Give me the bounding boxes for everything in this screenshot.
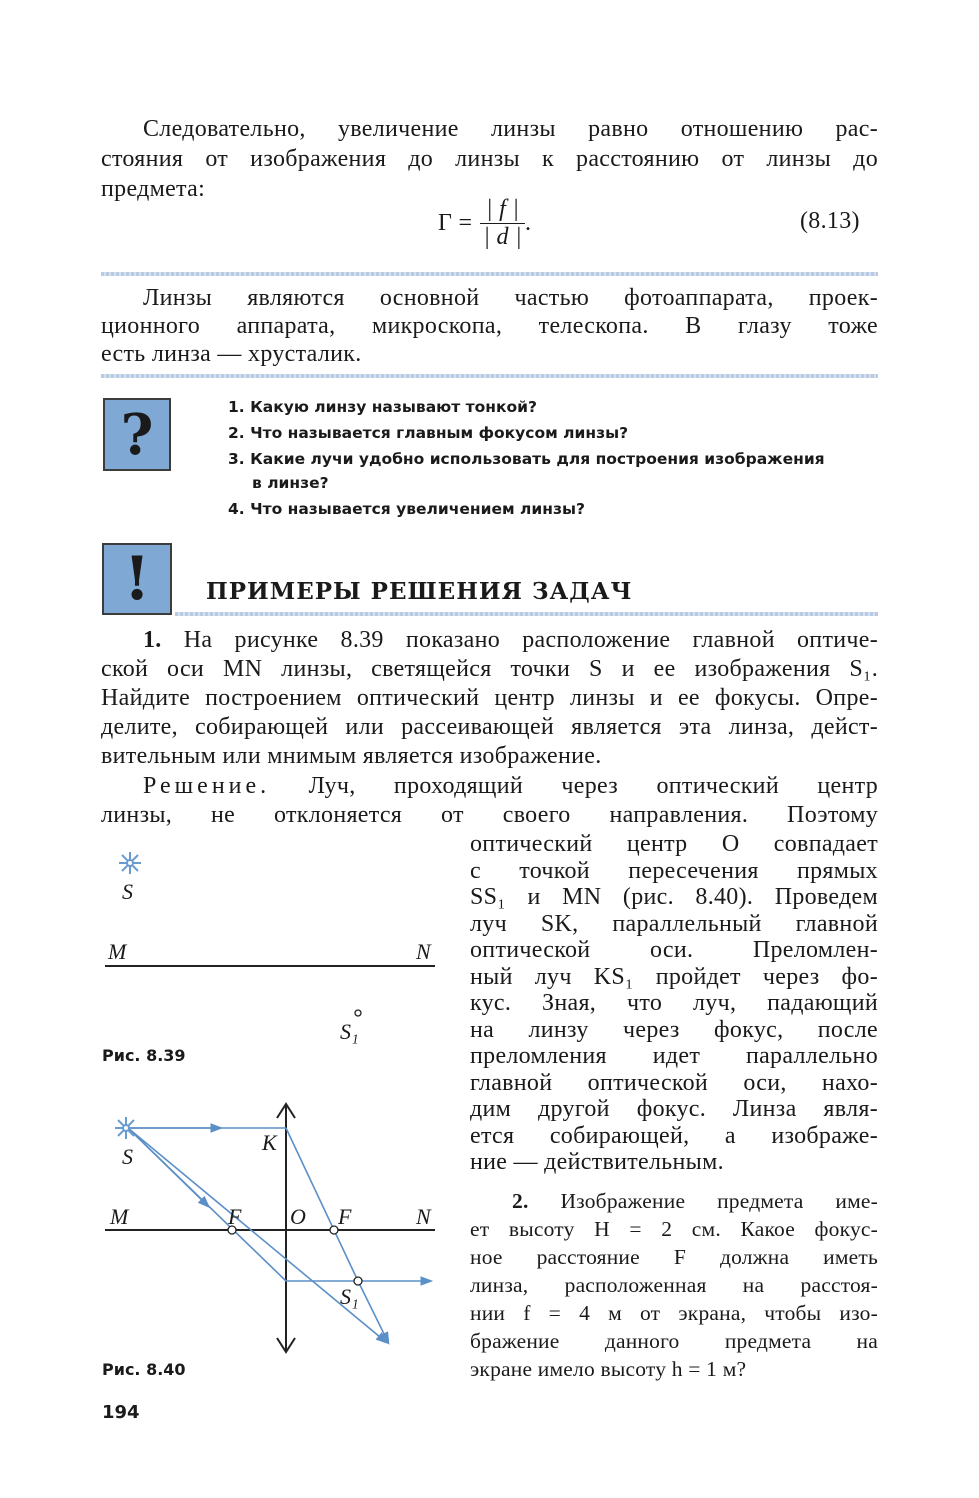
problem-1-line-1 bbox=[101, 627, 878, 656]
figure-8-39-drawing bbox=[100, 845, 440, 1070]
problem-2-line-5: нии f = 4 м от экрана, чтобы изо- bbox=[470, 1301, 878, 1325]
formula-numerator: | f | bbox=[480, 196, 525, 224]
summary-line-2: ционного аппарата, микроскопа, телескопа. В глазу тоже bbox=[101, 313, 878, 339]
problem-1 bbox=[101, 627, 878, 772]
figure-8-40-caption: Рис. 8.40 bbox=[102, 1360, 186, 1379]
divider-top bbox=[101, 272, 878, 276]
question-mark-icon: ? bbox=[103, 398, 171, 471]
solution-col-line-9: преломления идет параллельно bbox=[470, 1043, 878, 1069]
question-4: 4. Что называется увеличением линзы? bbox=[228, 500, 585, 518]
problem-2-line-4: линза, расположенная на расстоя- bbox=[470, 1273, 878, 1297]
divider-bottom bbox=[101, 374, 878, 378]
solution-col-line-4: луч SK, параллельный главной bbox=[470, 910, 878, 937]
formula bbox=[438, 193, 531, 253]
solution-col-line-1: оптический центр O совпадает bbox=[470, 831, 878, 857]
summary-paragraph bbox=[101, 285, 878, 369]
formula-number: (8.13) bbox=[800, 208, 860, 234]
section-title: ПРИМЕРЫ РЕШЕНИЯ ЗАДАЧ bbox=[206, 578, 633, 605]
fig40-label-m: M bbox=[110, 1204, 129, 1229]
page-number: 194 bbox=[102, 1402, 140, 1423]
intro-line-2: стояния от изображения до линзы к расстоянию от линзы до bbox=[101, 146, 878, 172]
solution-line-1 bbox=[101, 773, 878, 802]
problem-2-line-2: ет высоту H = 2 см. Какое фокус- bbox=[470, 1217, 878, 1241]
fig40-label-o: O bbox=[290, 1204, 306, 1229]
formula-lhs: Γ = bbox=[438, 209, 473, 236]
intro-line-3: предмета: bbox=[101, 176, 206, 202]
fig40-label-n: N bbox=[416, 1204, 431, 1229]
solution-col-line-3: SS₁ и MN (рис. 8.40). Проведем bbox=[470, 884, 878, 910]
figure-8-39 bbox=[100, 845, 440, 1070]
fig39-label-m: M bbox=[108, 939, 127, 964]
solution-label: Решение. bbox=[143, 773, 271, 799]
fig39-label-s: S bbox=[122, 879, 133, 904]
star-icon bbox=[115, 1117, 137, 1139]
image-point bbox=[355, 1010, 361, 1016]
fig40-label-s1: S₁ bbox=[340, 1284, 359, 1309]
fig40-label-f-left: F bbox=[228, 1204, 242, 1229]
question-2: 2. Что называется главным фокусом линзы? bbox=[228, 424, 629, 442]
solution-col-line-5: оптической оси. Преломлен- bbox=[470, 937, 878, 963]
solution bbox=[101, 773, 878, 831]
solution-col-line-13: ние — действительным. bbox=[470, 1149, 724, 1175]
fig39-label-s1: S₁ bbox=[340, 1019, 359, 1044]
solution-col-line-2: с точкой пересечения прямых bbox=[470, 857, 878, 884]
fig39-label-n: N bbox=[416, 939, 431, 964]
solution-col-line-6: ный луч KS₁ пройдет через фо- bbox=[470, 963, 878, 990]
problem-2-line-6: бражение данного предмета на bbox=[470, 1329, 878, 1353]
solution-line-1-text: Луч, проходящий через оптический центр bbox=[308, 773, 878, 799]
figure-8-40 bbox=[100, 1098, 440, 1360]
solution-col-line-12: ется собирающей, а изображе- bbox=[470, 1122, 878, 1149]
problem-1-number: 1. bbox=[143, 627, 162, 653]
question-3-cont: в линзе? bbox=[252, 474, 329, 492]
question-1: 1. Какую линзу называют тонкой? bbox=[228, 398, 537, 416]
question-3: 3. Какие лучи удобно использовать для построения изображения bbox=[228, 450, 825, 468]
fig40-label-s: S bbox=[122, 1144, 133, 1169]
formula-tail: . bbox=[525, 209, 532, 236]
intro-line-1: Следовательно, увеличение линзы равно отношению рас- bbox=[143, 116, 878, 142]
problem-2-line-3: ное расстояние F должна иметь bbox=[470, 1245, 878, 1269]
problem-2 bbox=[470, 1189, 878, 1385]
figure-8-39-caption: Рис. 8.39 bbox=[102, 1046, 186, 1065]
solution-column bbox=[470, 831, 878, 1176]
problem-1-text-1: На рисунке 8.39 показано расположение главной оптиче- bbox=[183, 627, 878, 653]
star-icon bbox=[119, 852, 141, 874]
solution-col-line-8: на линзу через фокус, после bbox=[470, 1016, 878, 1043]
exclamation-icon: ! bbox=[102, 543, 172, 615]
problem-1-line-2: ской оси MN линзы, светящейся точки S и ее изображения S₁. bbox=[101, 656, 878, 682]
solution-line-2: линзы, не отклоняется от своего направления. Поэтому bbox=[101, 802, 878, 828]
solution-col-line-11: дим другой фокус. Линза явля- bbox=[470, 1096, 878, 1122]
solution-col-line-7: кус. Зная, что луч, падающий bbox=[470, 990, 878, 1016]
section-rule bbox=[175, 612, 878, 616]
light-rays bbox=[128, 1128, 430, 1342]
fig40-label-f-right: F bbox=[338, 1204, 352, 1229]
problem-2-line-1 bbox=[470, 1189, 878, 1217]
problem-1-line-5: вительным или мнимым является изображение. bbox=[101, 743, 602, 769]
solution-col-line-10: главной оптической оси, нахо- bbox=[470, 1069, 878, 1096]
focus-right-point bbox=[330, 1226, 338, 1234]
fig40-label-k: K bbox=[262, 1130, 277, 1155]
problem-1-line-4: делите, собирающей или рассеивающей является эта линза, дейст- bbox=[101, 714, 878, 740]
summary-line-3: есть линза — хрусталик. bbox=[101, 341, 362, 367]
problem-2-text-1: Изображение предмета име- bbox=[560, 1189, 878, 1213]
formula-denominator: | d | bbox=[483, 223, 523, 250]
problem-1-line-3: Найдите построением оптический центр линзы и ее фокусы. Опре- bbox=[101, 685, 878, 711]
summary-line-1: Линзы являются основной частью фотоаппарата, проек- bbox=[143, 285, 878, 311]
formula-fraction bbox=[480, 196, 525, 251]
problem-2-number: 2. bbox=[512, 1189, 529, 1213]
problem-2-line-7: экране имело высоту h = 1 м? bbox=[470, 1357, 747, 1381]
